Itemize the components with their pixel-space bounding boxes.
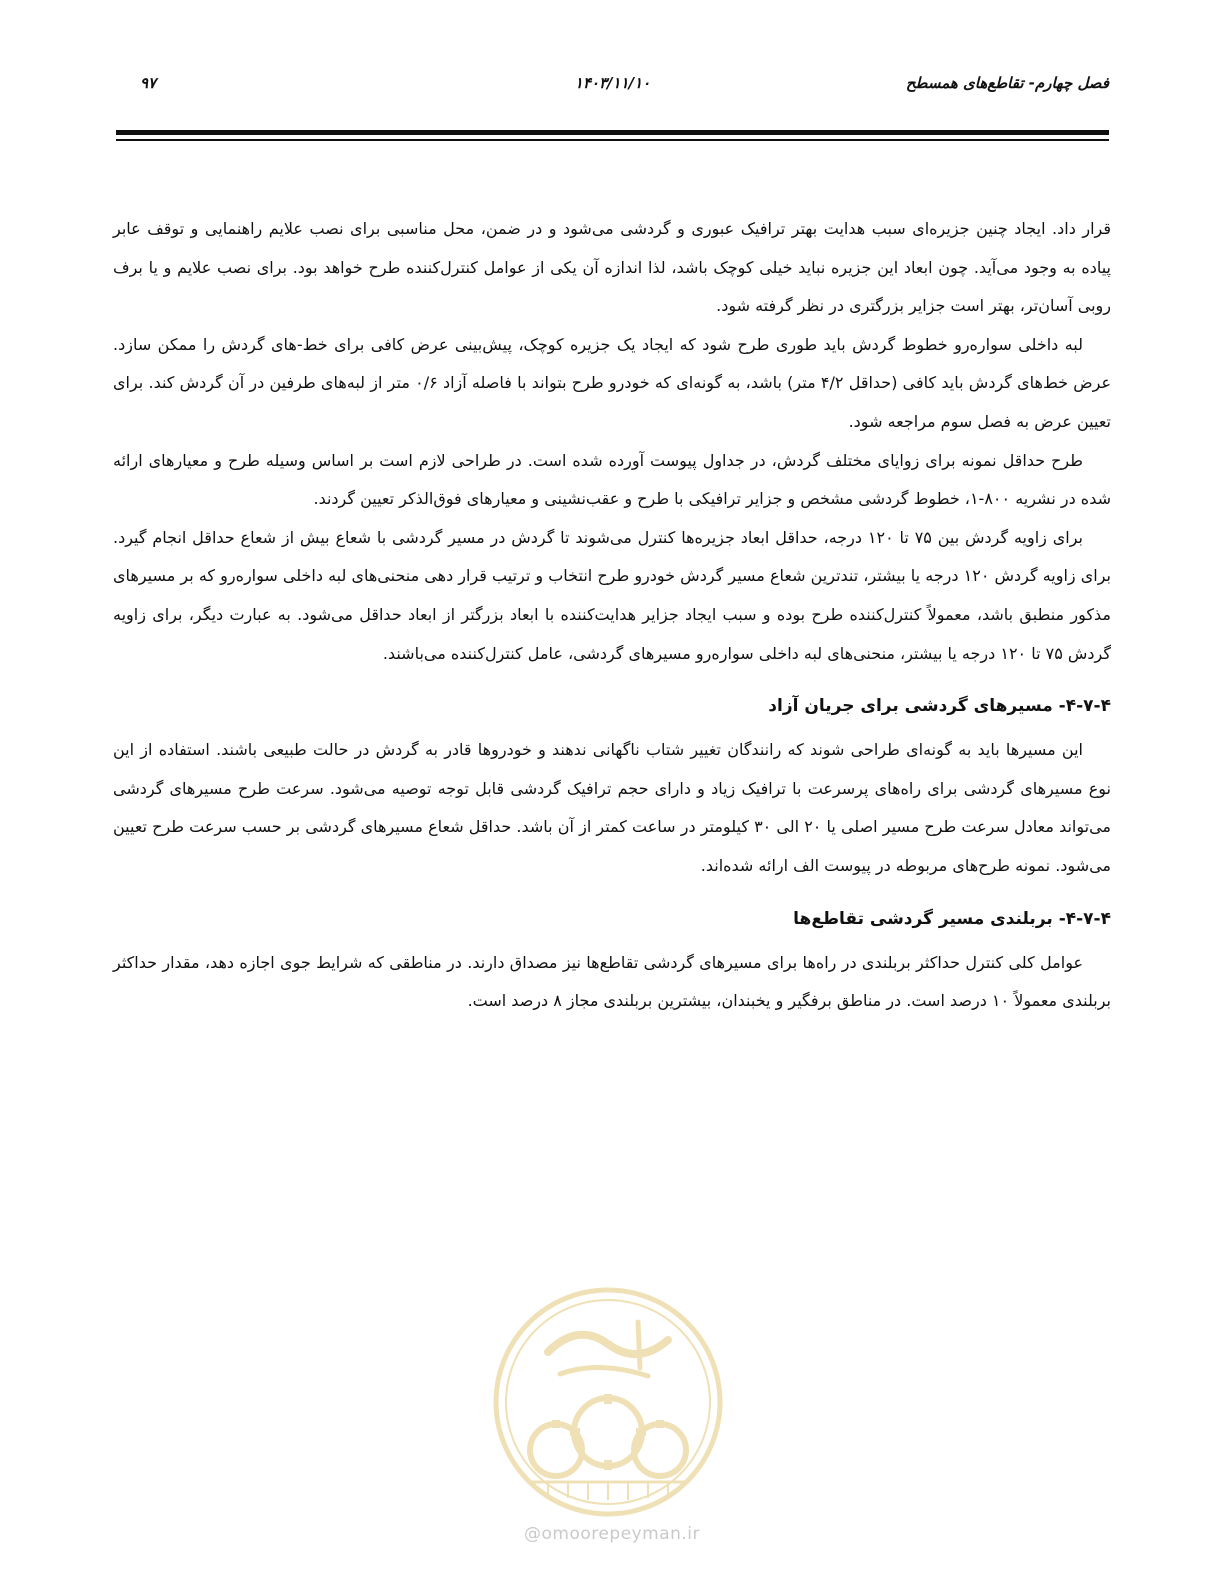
header-date: ۱۴۰۳/۱۱/۱۰ [574,74,651,92]
watermark-site: @omoorepeyman.ir [523,1524,701,1544]
header-rule-thin [116,139,1109,141]
paragraph-free-flow: این مسیرها باید به گونه‌ای طراحی شوند که رانندگان تغییر شتاب ناگهانی ندهند و خودروها قادر به گردش در حالت طبیعی باشند. استفاده از این نوع مسیرهای گردشی برای راه‌های پرسرعت با ترافیک زیاد و دارای حجم ترافیک گردشی قابل توجه توصیه می‌شود. سرعت طرح مسیرهای گردشی می‌تواند معادل سرعت طرح مسیر اصلی یا ۲۰ الی ۳۰ کیلومتر در ساعت کمتر از آن باشد. حداقل شعاع مسیرهای گردشی بر حسب سرعت طرح تعیین می‌شود. نمونه طرح‌های مربوطه در پیوست الف ارائه شده‌اند. [113,740,1112,875]
header-rule-thick [116,130,1109,135]
chapter-title: فصل چهارم- تقاطع‌های همسطح [905,74,1109,92]
paragraph-continued: قرار داد. ایجاد چنین جزیره‌ای سبب هدایت بهتر ترافیک عبوری و گردشی می‌شود و در ضمن، محل مناسبی برای نصب علایم راهنمایی و توقف عابر پیاده به وجود می‌آید. چون ابعاد این جزیره نباید خیلی کوچک باشد، لذا اندازه آن یکی از عوامل کنترل‌کننده طرح خواهد بود. برای نصب علایم و یا برف روبی آسان‌تر، بهتر است جزایر بزرگتری در نظر گرفته شود. [113,219,1111,316]
page-number: ۹۷ [140,74,157,92]
section-heading-superelevation: ۴-۷-۴- بربلندی مسیر گردشی تقاطع‌ها [793,908,1111,929]
section-heading-free-flow: ۴-۷-۴- مسیرهای گردشی برای جریان آزاد [768,696,1111,717]
paragraph-turn-angle: برای زاویه گردش بین ۷۵ تا ۱۲۰ درجه، حداقل ابعاد جزیره‌ها کنترل می‌شوند تا گردش در مسیر گردشی با شعاع بیش از شعاع حداقل انجام گیرد. برای زاویه گردش ۱۲۰ درجه یا بیشتر، تندترین شعاع مسیر گردش خودرو طرح انتخاب و ترتیب قرار دهی منحنی‌های لبه داخلی سواره‌رو که بر مسیرهای مذکور منطبق باشد، معمولاً کنترل‌کننده طرح بوده و سبب ایجاد جزایر هدایت‌کننده با ابعاد بزرگتر از ابعاد حداقل می‌شود. به عبارت دیگر، برای زاویه گردش ۷۵ تا ۱۲۰ درجه یا بیشتر، منحنی‌های لبه داخلی سواره‌رو مسیرهای گردشی، عامل کنترل‌کننده می‌باشند. [113,527,1112,663]
paragraph-superelevation: عوامل کلی کنترل حداکثر بربلندی در راه‌ها برای مسیرهای گردشی تقاطع‌ها نیز مصداق دارند. در مناطقی که شرایط جوی اجازه دهد، مقدار حداکثر بربلندی معمولاً ۱۰ درصد است. در مناطق برفگیر و یخبندان، بیشترین بربلندی مجاز ۸ درصد است. [113,952,1111,1011]
watermark-logo [488,1282,728,1522]
paragraph-inner-edge: لبه داخلی سواره‌رو خطوط گردش باید طوری طرح شود که ایجاد یک جزیره کوچک، پیش‌بینی عرض کافی برای خط-های گردش را ممکن سازد. عرض خط‌های گردش باید کافی (حداقل ۴/۲ متر) باشد، به گونه‌ای که خودرو طرح بتواند با فاصله آزاد ۰/۶ متر از لبه‌های طرفین در آن گردش کند. برای تعیین عرض به فصل سوم مراجعه شود. [113,334,1111,431]
paragraph-minimum-design: طرح حداقل نمونه برای زوایای مختلف گردش، در جداول پیوست آورده شده است. در طراحی لازم است بر اساس وسیله طرح و معیارهای ارائه شده در نشریه ۸۰۰-۱، خطوط گردشی مشخص و جزایر ترافیکی با طرح و عقب‌نشینی و معیارهای فوق‌الذکر تعیین گردند. [113,450,1111,509]
page-body [113,210,1111,1021]
page-header [116,66,1109,106]
